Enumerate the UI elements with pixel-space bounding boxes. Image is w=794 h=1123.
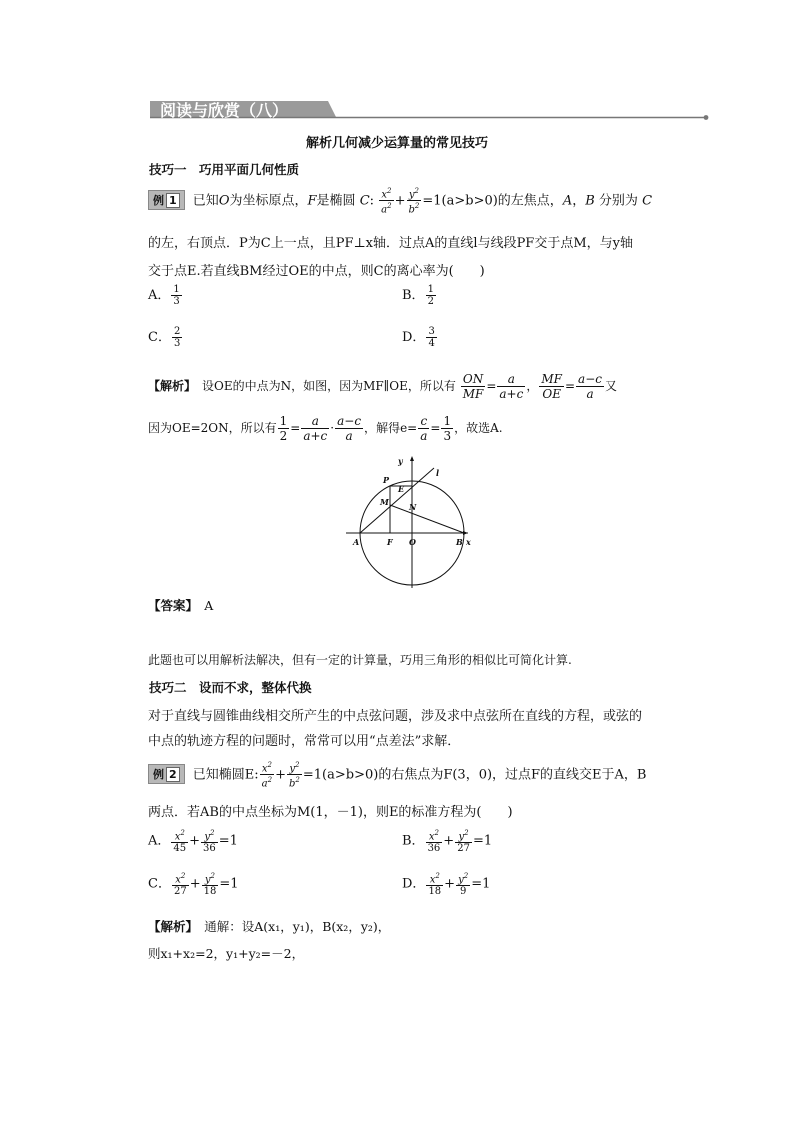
ex2-option-c: C． $\frac{x^2}{27}$ + $\frac{y^2}{18}$ =1 bbox=[148, 872, 239, 898]
label-f: F bbox=[387, 537, 393, 547]
para2-line2: 中点的轨迹方程的问题时，常常可以用“点差法”求解． bbox=[148, 734, 461, 749]
banner-title: 阅读与欣赏（八） bbox=[160, 101, 289, 120]
label-p: P bbox=[383, 475, 390, 485]
ellipse-figure bbox=[340, 450, 480, 590]
solution2-line1: 【解析】 通解：设A(x₁，y₁)，B(x₂，y₂)， bbox=[148, 919, 391, 934]
label-a: A bbox=[353, 537, 360, 547]
label-x: x bbox=[466, 537, 471, 547]
label-e: E bbox=[398, 484, 405, 494]
para2-line1: 对于直线与圆锥曲线相交所产生的中点弦问题，涉及求中点弦所在直线的方程，或弦的 bbox=[148, 709, 643, 724]
page-title: 解析几何减少运算量的常见技巧 bbox=[305, 136, 488, 151]
ex1-option-d: D． $\frac{3}{4}$ bbox=[402, 326, 435, 349]
label-o: O bbox=[409, 537, 416, 547]
example1-line3: 交于点E.若直线BM经过OE的中点，则C的离心率为( ) bbox=[148, 264, 485, 279]
solution1-line2: 因为OE=2ON，所以有 $\frac{1}{2}$ = $\frac{a}{a+c}$ · $\frac{a-c}{a}$ ，解得e= $\frac{c}{a}$ = $\frac{1}{3}$ ，故选A. bbox=[148, 414, 503, 443]
header-banner bbox=[150, 98, 710, 120]
segment-bm bbox=[390, 505, 464, 533]
example-badge: 例 1 bbox=[148, 190, 185, 210]
note: 此题也可以用解析法解决，但有一定的计算量，巧用三角形的相似比可简化计算. bbox=[148, 653, 572, 667]
example2-line1: 例 2 已知椭圆E: $\frac{x^2}{a^2}$ + $\frac{y^2}{b^2}$ =1(a>b>0)的右焦点为F(3，0)，过点F的直线交E于A，B bbox=[148, 760, 646, 790]
solution1-line1: 【解析】 设OE的中点为N，如图，因为MF∥OE，所以有 $\frac{ON}{MF}$ = $\frac{a}{a+c}$ ， $\frac{MF}{OE}$ = $\frac{a-c}{a}$ 又 bbox=[148, 372, 617, 401]
tip2-heading: 技巧二 设而不求，整体代换 bbox=[149, 680, 312, 695]
ex1-option-c: C． $\frac{2}{3}$ bbox=[148, 326, 181, 349]
example-badge: 例 2 bbox=[148, 764, 185, 784]
ex1-option-a: A． $\frac{1}{3}$ bbox=[148, 284, 180, 307]
label-y: y bbox=[398, 456, 403, 466]
example1-line2: 的左，右顶点．P为C上一点，且PF⊥x轴．过点A的直线l与线段PF交于点M，与y轴 bbox=[148, 236, 633, 251]
ex2-option-b: B． $\frac{x^2}{36}$ + $\frac{y^2}{27}$ =1 bbox=[402, 829, 493, 855]
label-n: N bbox=[409, 502, 417, 512]
tip1-heading: 技巧一 巧用平面几何性质 bbox=[149, 162, 300, 177]
label-b: B bbox=[456, 537, 463, 547]
ex1-option-b: B． $\frac{1}{2}$ bbox=[402, 284, 434, 307]
example2-line2: 两点．若AB的中点坐标为M(1，－1)，则E的标准方程为( ) bbox=[148, 805, 513, 820]
label-m: M bbox=[380, 497, 389, 507]
label-l: l bbox=[436, 468, 440, 478]
ex2-option-a: A． $\frac{x^2}{45}$ + $\frac{y^2}{36}$ =1 bbox=[148, 829, 238, 855]
ex2-option-d: D． $\frac{x^2}{18}$ + $\frac{y^2}{9}$ =1 bbox=[402, 872, 491, 898]
solution2-line2: 则x₁+x₂=2，y₁+y₂=－2， bbox=[148, 946, 305, 961]
example1-line1: 例 1 已知O为坐标原点，F是椭圆 C: $\frac{x^2}{a^2}$ + $\frac{y^2}{b^2}$ =1(a>b>0)的左焦点，A，B 分别为 C bbox=[148, 186, 652, 216]
answer1: 【答案】 A bbox=[148, 598, 214, 613]
